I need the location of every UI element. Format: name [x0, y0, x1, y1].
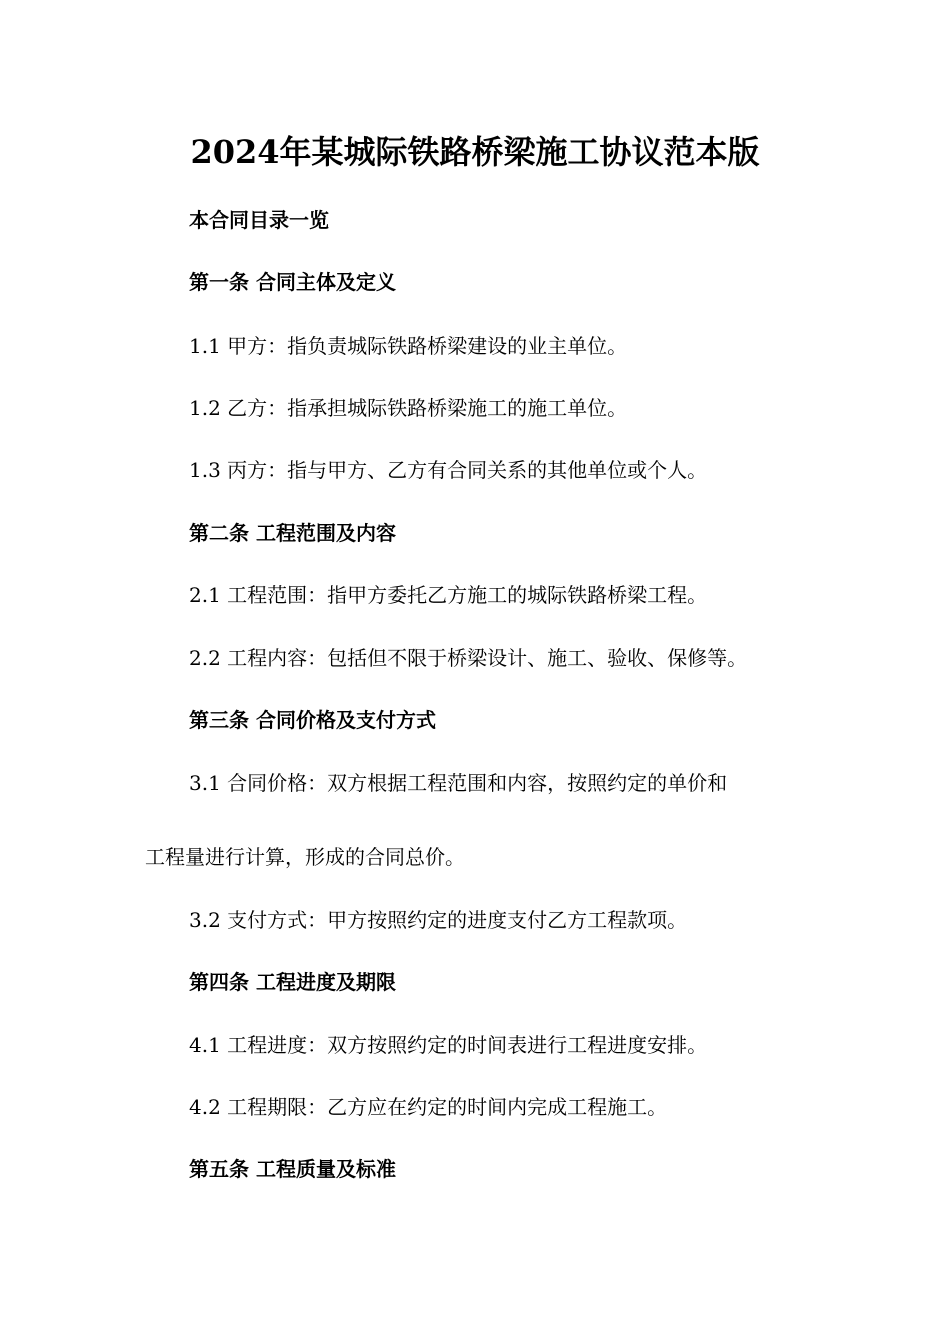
clause-3-2: 3.2 支付方式：甲方按照约定的进度支付乙方工程款项。 [189, 908, 688, 932]
article-1-heading: 第一条 合同主体及定义 [189, 270, 396, 294]
clause-2-2: 2.2 工程内容：包括但不限于桥梁设计、施工、验收、保修等。 [189, 646, 748, 670]
clause-2-1: 2.1 工程范围：指甲方委托乙方施工的城际铁路桥梁工程。 [189, 583, 708, 607]
article-5-heading: 第五条 工程质量及标准 [189, 1157, 396, 1181]
article-4-heading: 第四条 工程进度及期限 [189, 970, 396, 994]
article-3-heading: 第三条 合同价格及支付方式 [189, 708, 436, 732]
clause-1-3: 1.3 丙方：指与甲方、乙方有合同关系的其他单位或个人。 [189, 458, 708, 482]
clause-1-2: 1.2 乙方：指承担城际铁路桥梁施工的施工单位。 [189, 396, 628, 420]
clause-1-1: 1.1 甲方：指负责城际铁路桥梁建设的业主单位。 [189, 334, 628, 358]
document-title: 2024年某城际铁路桥梁施工协议范本版 [190, 133, 760, 171]
clause-4-1: 4.1 工程进度：双方按照约定的时间表进行工程进度安排。 [189, 1033, 708, 1057]
clause-4-2: 4.2 工程期限：乙方应在约定的时间内完成工程施工。 [189, 1095, 668, 1119]
article-2-heading: 第二条 工程范围及内容 [189, 521, 396, 545]
clause-3-1: 3.1 合同价格：双方根据工程范围和内容，按照约定的单价和 [189, 771, 728, 795]
toc-heading: 本合同目录一览 [189, 208, 329, 232]
clause-3-1-continuation: 工程量进行计算，形成的合同总价。 [145, 845, 465, 869]
